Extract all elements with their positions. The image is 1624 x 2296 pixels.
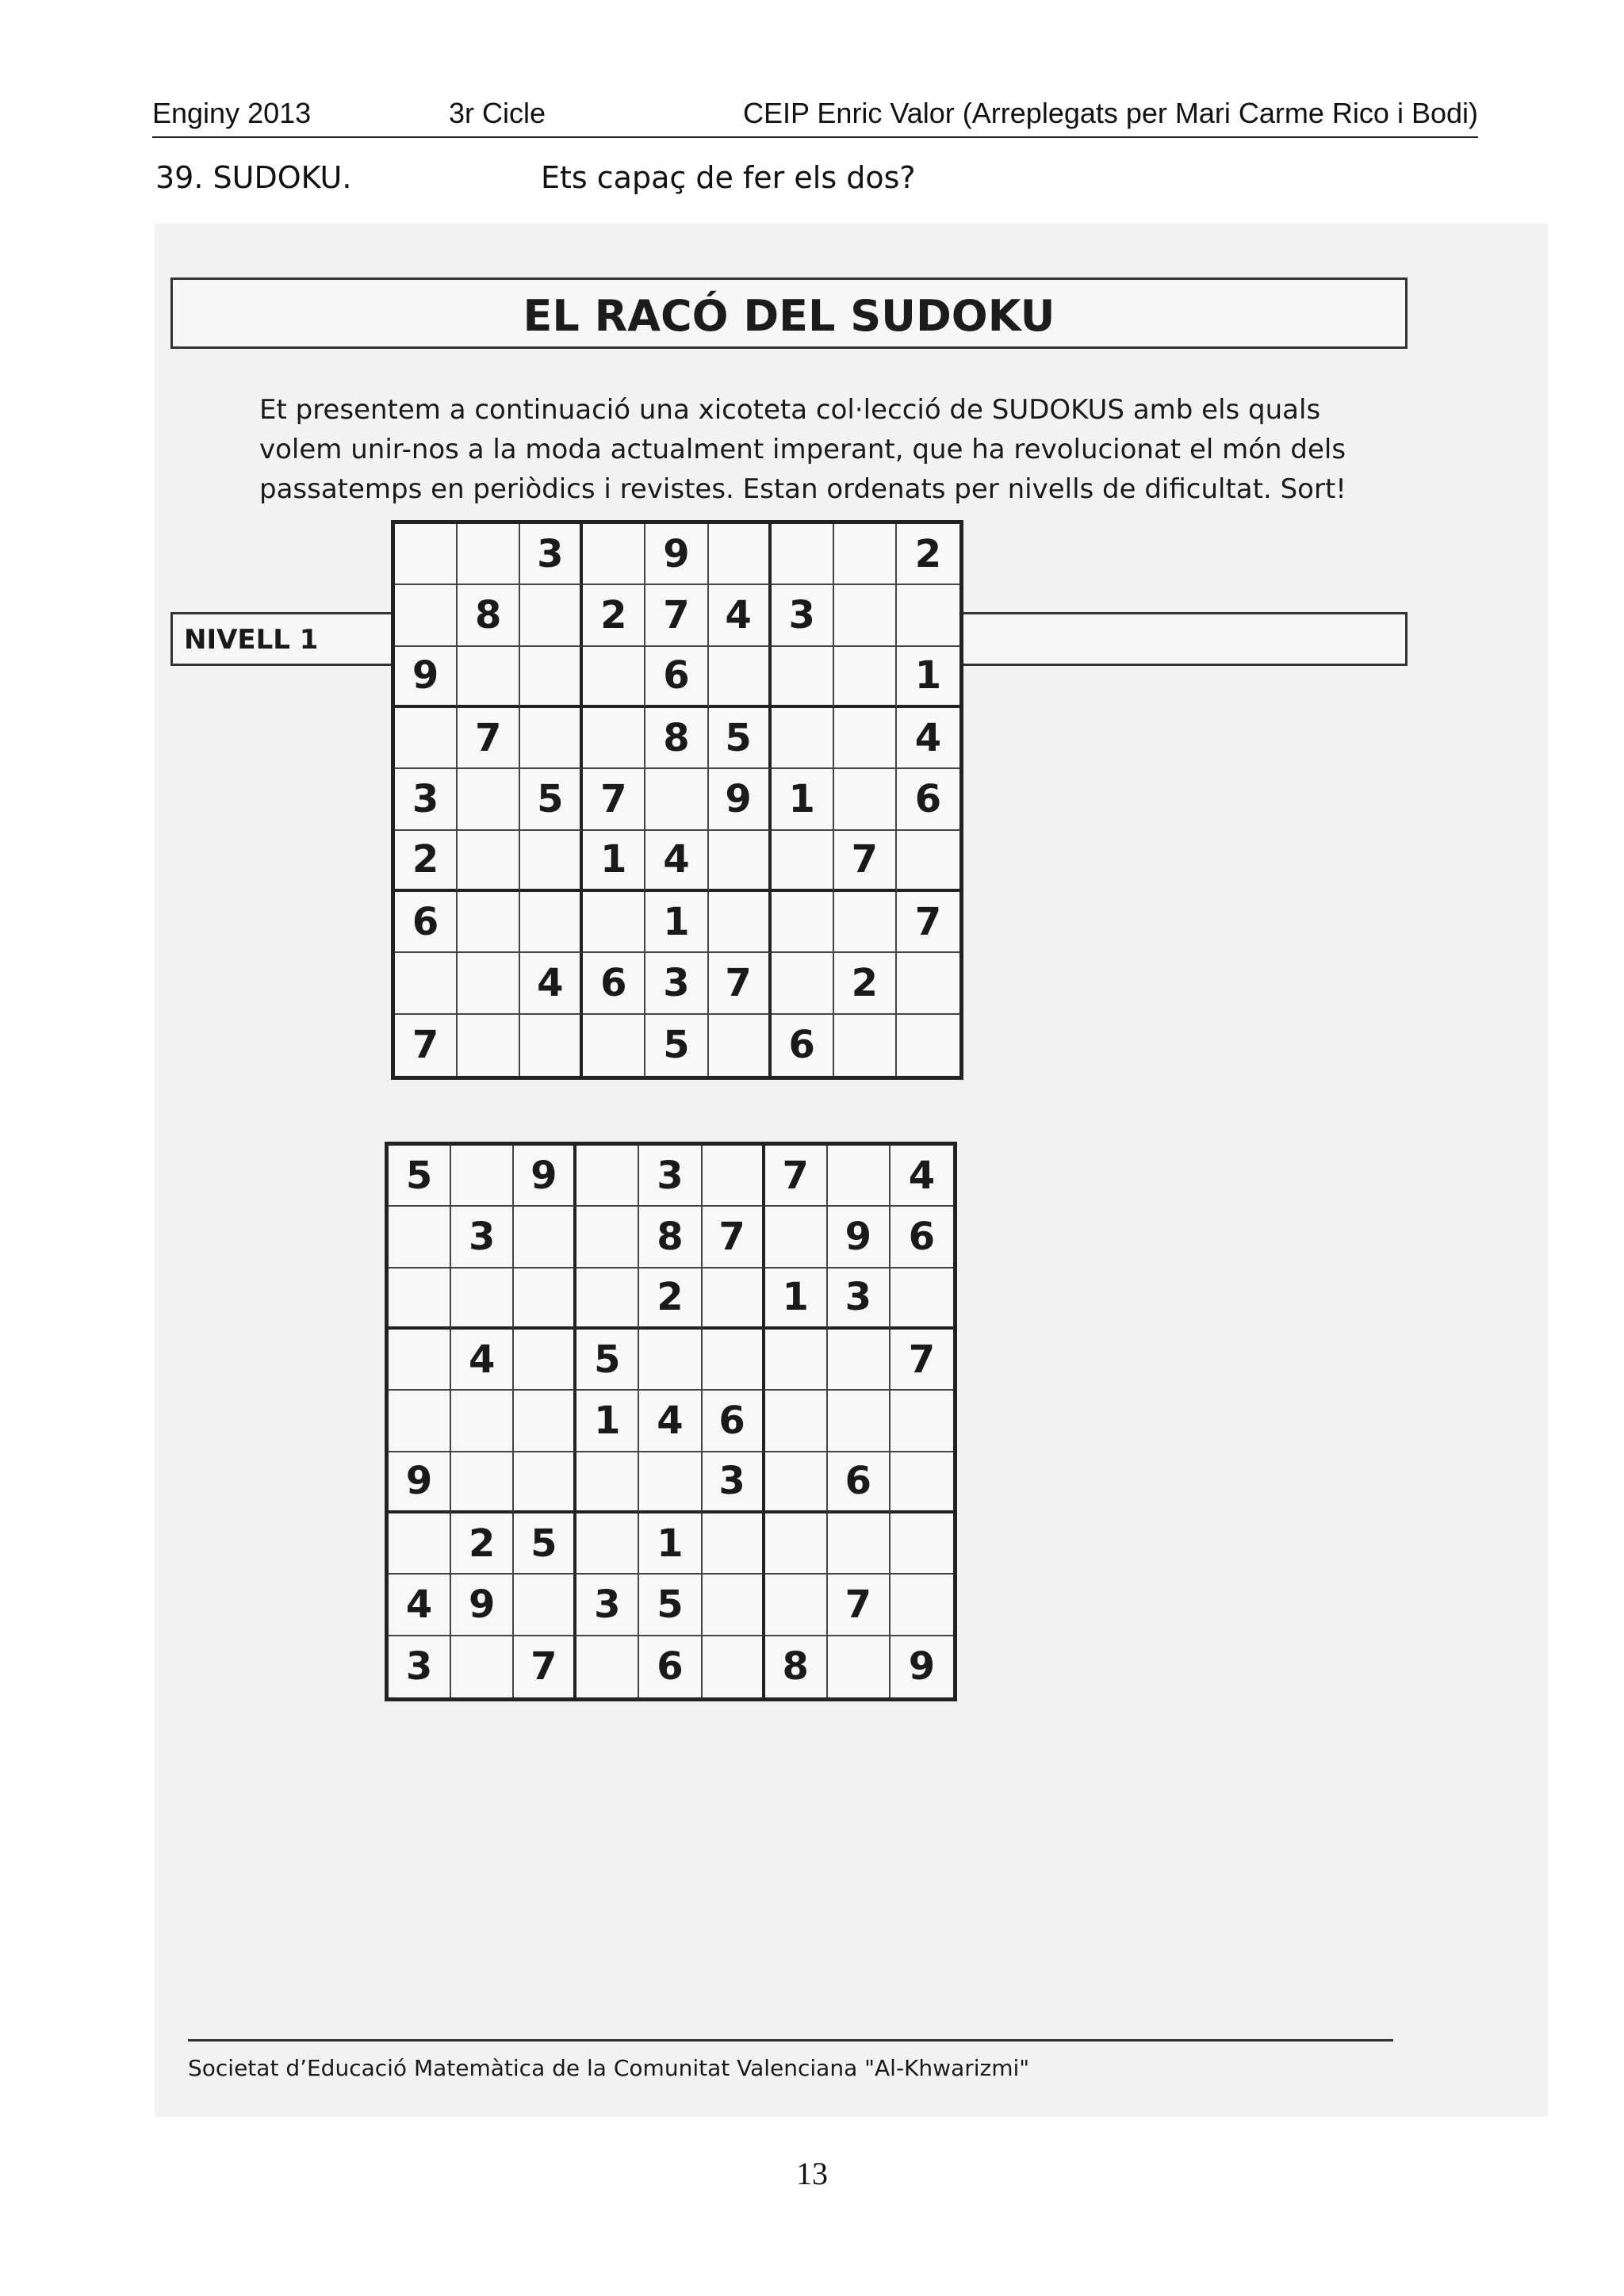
sudoku-cell (576, 1207, 639, 1268)
sudoku-cell: 5 (639, 1575, 702, 1636)
sudoku-cell (703, 1575, 765, 1636)
sudoku-cell: 7 (703, 1207, 765, 1268)
sudoku-cell (709, 892, 772, 953)
sudoku-cell (514, 1391, 576, 1452)
sudoku-cell (639, 1452, 702, 1513)
sudoku-cell (451, 1636, 514, 1697)
sudoku-cell: 9 (395, 647, 458, 708)
sudoku-cell: 5 (514, 1513, 576, 1575)
sudoku-cell (897, 1015, 959, 1076)
problem-question: Ets capaç de fer els dos? (541, 160, 916, 195)
sudoku-cell (703, 1513, 765, 1575)
sudoku-cell (828, 1330, 891, 1391)
page-header (152, 94, 1478, 138)
sudoku-cell (828, 1513, 891, 1575)
sudoku-cell (765, 1513, 828, 1575)
sudoku-cell (891, 1575, 953, 1636)
sudoku-cell (514, 1452, 576, 1513)
sudoku-cell (458, 524, 520, 585)
sudoku-cell (709, 647, 772, 708)
sudoku-cell (576, 1513, 639, 1575)
sudoku-cell: 7 (765, 1146, 828, 1207)
sudoku-cell: 9 (709, 769, 772, 830)
sudoku-cell (389, 1207, 451, 1268)
sudoku-cell (451, 1146, 514, 1207)
sudoku-cell: 6 (891, 1207, 953, 1268)
header-course: Enginy 2013 (152, 97, 312, 129)
sheet-footer: Societat d’Educació Matemàtica de la Comunitat Valenciana "Al-Khwarizmi" (188, 2055, 1030, 2081)
sudoku-cell (514, 1207, 576, 1268)
sudoku-cell (395, 524, 458, 585)
sudoku-cell: 1 (645, 892, 708, 953)
sudoku-cell: 5 (576, 1330, 639, 1391)
sudoku-cell: 2 (451, 1513, 514, 1575)
sudoku-cell (891, 1452, 953, 1513)
sudoku-cell (834, 1015, 897, 1076)
sudoku-cell (897, 585, 959, 646)
sudoku-cell (583, 524, 645, 585)
sudoku-cell: 9 (828, 1207, 891, 1268)
page-number: 13 (796, 2156, 828, 2191)
sudoku-cell (765, 1207, 828, 1268)
sudoku-cell (709, 1015, 772, 1076)
sudoku-cell (389, 1330, 451, 1391)
sudoku-cell (395, 953, 458, 1014)
header-school: CEIP Enric Valor (Arreplegats per Mari Carme Rico i Bodi) (743, 97, 1478, 129)
sudoku-cell: 7 (891, 1330, 953, 1391)
sudoku-cell (897, 953, 959, 1014)
sudoku-cell: 3 (389, 1636, 451, 1697)
sudoku-cell: 3 (395, 769, 458, 830)
sudoku-cell: 6 (703, 1391, 765, 1452)
sudoku-cell (891, 1269, 953, 1330)
sudoku-cell: 6 (639, 1636, 702, 1697)
sudoku-cell (834, 708, 897, 769)
sudoku-cell: 4 (520, 953, 583, 1014)
sudoku-cell (520, 831, 583, 892)
sudoku-cell (458, 647, 520, 708)
sudoku-cell (703, 1146, 765, 1207)
problem-number: 39. SUDOKU. (155, 160, 352, 195)
sudoku-cell: 4 (639, 1391, 702, 1452)
sudoku-cell: 1 (639, 1513, 702, 1575)
sudoku-cell: 8 (458, 585, 520, 646)
header-cycle: 3r Cicle (449, 97, 546, 129)
sudoku-cell (828, 1391, 891, 1452)
title-box (170, 277, 1408, 349)
sudoku-cell (458, 953, 520, 1014)
sudoku-cell: 1 (576, 1391, 639, 1452)
sudoku-cell (834, 585, 897, 646)
sudoku-cell (583, 647, 645, 708)
sudoku-cell (514, 1575, 576, 1636)
sudoku-cell: 3 (576, 1575, 639, 1636)
sudoku-cell: 8 (639, 1207, 702, 1268)
sudoku-cell (395, 585, 458, 646)
sudoku-cell: 7 (709, 953, 772, 1014)
sudoku-cell: 6 (897, 769, 959, 830)
sudoku-cell: 7 (395, 1015, 458, 1076)
sudoku-cell: 7 (834, 831, 897, 892)
sudoku-cell: 5 (389, 1146, 451, 1207)
sudoku-cell: 7 (828, 1575, 891, 1636)
sudoku-cell: 9 (389, 1452, 451, 1513)
sudoku-cell (709, 524, 772, 585)
sudoku-cell (514, 1269, 576, 1330)
sudoku-cell (576, 1269, 639, 1330)
sudoku-cell (520, 708, 583, 769)
sudoku-cell: 1 (765, 1269, 828, 1330)
sudoku-cell: 4 (389, 1575, 451, 1636)
sudoku-cell: 7 (897, 892, 959, 953)
sudoku-cell: 1 (772, 769, 834, 830)
sudoku-cell (576, 1636, 639, 1697)
sheet-title: EL RACÓ DEL SUDOKU (523, 291, 1055, 341)
sudoku-cell (765, 1330, 828, 1391)
sudoku-cell (520, 647, 583, 708)
intro-paragraph: Et presentem a continuació una xicoteta col·lecció de SUDOKUS amb els quals volem unir-nos a la moda actualment imperant, que ha revolucionat el món dels passatemps en periòdics i revistes. Estan ordenats per nivells de dificultat. Sort! (259, 394, 1346, 505)
sudoku-cell: 2 (834, 953, 897, 1014)
sudoku-cell (703, 1636, 765, 1697)
sudoku-cell: 8 (645, 708, 708, 769)
sudoku-cell: 5 (520, 769, 583, 830)
sudoku-cell (451, 1391, 514, 1452)
sudoku-cell (891, 1513, 953, 1575)
sudoku-cell: 3 (645, 953, 708, 1014)
sudoku-cell (576, 1146, 639, 1207)
sudoku-cell (834, 524, 897, 585)
sudoku-cell (583, 892, 645, 953)
sudoku-cell (514, 1330, 576, 1391)
sudoku-cell: 3 (772, 585, 834, 646)
sudoku-cell (583, 1015, 645, 1076)
sudoku-cell: 2 (639, 1269, 702, 1330)
sudoku-cell: 2 (395, 831, 458, 892)
sudoku-cell (458, 892, 520, 953)
sudoku-cell (389, 1391, 451, 1452)
sudoku-cell: 3 (703, 1452, 765, 1513)
sudoku-grid-1 (391, 520, 963, 1080)
sudoku-cell: 3 (520, 524, 583, 585)
sudoku-cell (583, 708, 645, 769)
sudoku-cell (576, 1452, 639, 1513)
sudoku-cell (451, 1452, 514, 1513)
sudoku-cell (458, 831, 520, 892)
sudoku-cell (520, 892, 583, 953)
sudoku-cell (765, 1391, 828, 1452)
sudoku-cell: 7 (514, 1636, 576, 1697)
sudoku-cell (834, 769, 897, 830)
sudoku-cell: 7 (458, 708, 520, 769)
sudoku-cell: 6 (828, 1452, 891, 1513)
sudoku-cell: 7 (645, 585, 708, 646)
sudoku-cell (458, 769, 520, 830)
sudoku-cell: 4 (451, 1330, 514, 1391)
sudoku-cell (772, 953, 834, 1014)
sudoku-cell (828, 1636, 891, 1697)
sudoku-cell (765, 1452, 828, 1513)
sudoku-cell: 1 (583, 831, 645, 892)
sudoku-cell: 2 (583, 585, 645, 646)
sudoku-cell: 5 (709, 708, 772, 769)
sudoku-cell (772, 708, 834, 769)
level-label: NIVELL 1 (184, 624, 319, 656)
sudoku-cell (520, 1015, 583, 1076)
sudoku-cell: 6 (395, 892, 458, 953)
sudoku-cell (834, 892, 897, 953)
sudoku-cell: 9 (645, 524, 708, 585)
sudoku-cell: 7 (583, 769, 645, 830)
sudoku-cell: 1 (897, 647, 959, 708)
sudoku-cell: 4 (709, 585, 772, 646)
sudoku-cell (389, 1513, 451, 1575)
sudoku-cell: 4 (891, 1146, 953, 1207)
sudoku-cell: 3 (639, 1146, 702, 1207)
sudoku-cell: 9 (451, 1575, 514, 1636)
sudoku-cell (451, 1269, 514, 1330)
sudoku-cell: 4 (645, 831, 708, 892)
sudoku-cell (897, 831, 959, 892)
sudoku-cell: 9 (514, 1146, 576, 1207)
sudoku-cell (828, 1146, 891, 1207)
sudoku-cell (772, 831, 834, 892)
sudoku-cell (703, 1269, 765, 1330)
sudoku-cell (703, 1330, 765, 1391)
sudoku-cell (891, 1391, 953, 1452)
sudoku-cell: 9 (908, 1644, 936, 1689)
sudoku-cell (765, 1575, 828, 1636)
sudoku-cell (458, 1015, 520, 1076)
sudoku-cell (772, 892, 834, 953)
sudoku-grid-2 (385, 1142, 957, 1701)
sudoku-cell (834, 647, 897, 708)
sudoku-cell: 3 (828, 1269, 891, 1330)
sudoku-cell: 6 (645, 647, 708, 708)
sudoku-cell: 6 (583, 953, 645, 1014)
sudoku-cell (639, 1330, 702, 1391)
sudoku-cell: 4 (897, 708, 959, 769)
sudoku-cell: 5 (645, 1015, 708, 1076)
sudoku-cell (772, 647, 834, 708)
sudoku-cell: 3 (451, 1207, 514, 1268)
sudoku-cell (709, 831, 772, 892)
sudoku-cell (520, 585, 583, 646)
sudoku-cell (395, 708, 458, 769)
sudoku-cell (645, 769, 708, 830)
sudoku-cell (389, 1269, 451, 1330)
sudoku-cell: 2 (897, 524, 959, 585)
sudoku-cell: 6 (772, 1015, 834, 1076)
sudoku-cell: 8 (765, 1636, 828, 1697)
sudoku-cell (772, 524, 834, 585)
footer-divider (188, 2039, 1393, 2042)
